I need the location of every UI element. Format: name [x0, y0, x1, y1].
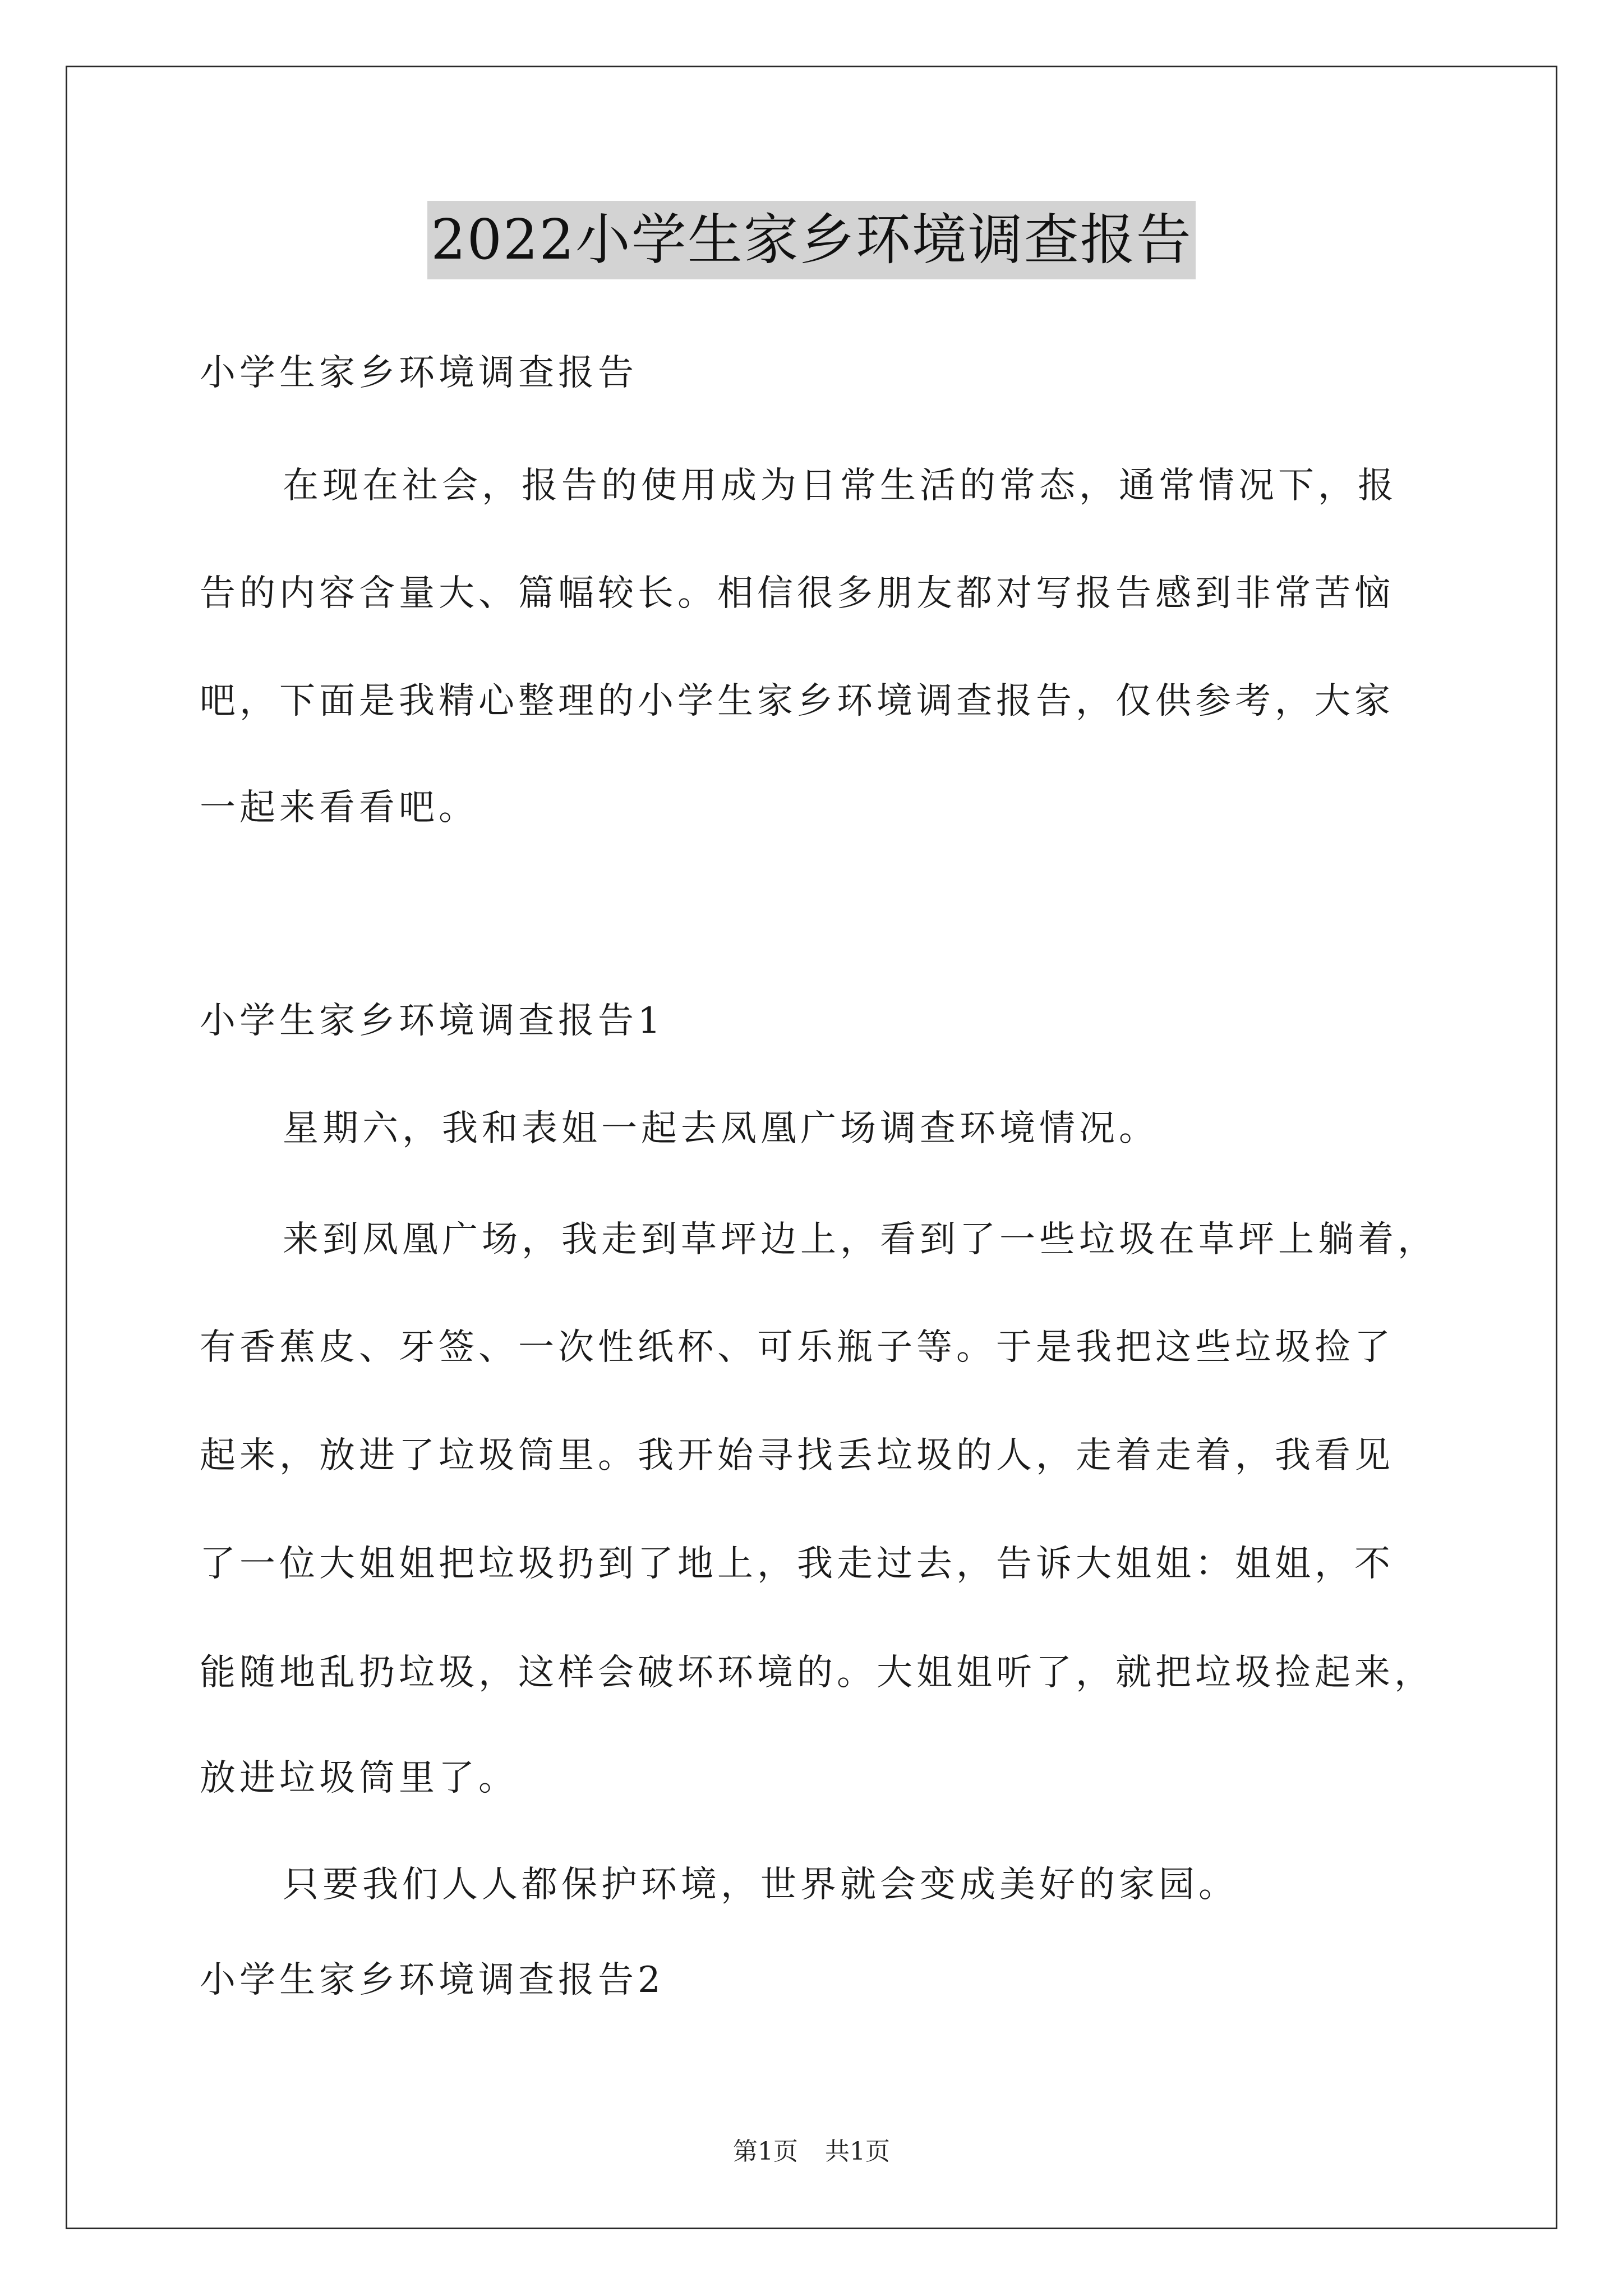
- section-heading-1: 小学生家乡环境调查报告1: [200, 1000, 665, 1042]
- section-heading-2: 小学生家乡环境调查报告2: [200, 1959, 665, 2001]
- section-1-paragraph-line: 有香蕉皮、牙签、一次性纸杯、可乐瓶子等。于是我把这些垃圾捡了: [200, 1327, 1394, 1368]
- intro-paragraph-line: 一起来看看吧。: [200, 787, 478, 829]
- intro-paragraph-line: 在现在社会，报告的使用成为日常生活的常态，通常情况下，报: [283, 465, 1398, 507]
- section-1-paragraph-line: 放进垃圾筒里了。: [200, 1757, 518, 1799]
- page-footer: [0, 2136, 1623, 2168]
- section-1-paragraph-line: 能随地乱扔垃圾，这样会破坏环境的。大姐姐听了，就把垃圾捡起来，: [200, 1652, 1434, 1694]
- section-1-paragraph-line: 起来，放进了垃圾筒里。我开始寻找丢垃圾的人，走着走着，我看见: [200, 1435, 1394, 1476]
- intro-paragraph-line: 告的内容含量大、篇幅较长。相信很多朋友都对写报告感到非常苦恼: [200, 573, 1394, 614]
- section-1-paragraph-line: 星期六，我和表姐一起去凤凰广场调查环境情况。: [283, 1108, 1159, 1149]
- section-1-paragraph-line: 来到凤凰广场，我走到草坪边上，看到了一些垃圾在草坪上躺着，: [283, 1219, 1437, 1260]
- section-1-paragraph-line: 只要我们人人都保护环境，世界就会变成美好的家园。: [283, 1864, 1238, 1906]
- section-1-paragraph-line: 了一位大姐姐把垃圾扔到了地上，我走过去，告诉大姐姐：姐姐，不: [200, 1543, 1394, 1585]
- document-title: 2022小学生家乡环境调查报告: [427, 201, 1195, 279]
- title-container: [0, 201, 1623, 279]
- intro-paragraph-line: 吧，下面是我精心整理的小学生家乡环境调查报告，仅供参考，大家: [200, 680, 1394, 722]
- page-total: 共1页: [825, 2137, 890, 2166]
- subtitle-line: 小学生家乡环境调查报告: [200, 352, 638, 394]
- page-number: 第1页: [733, 2137, 798, 2166]
